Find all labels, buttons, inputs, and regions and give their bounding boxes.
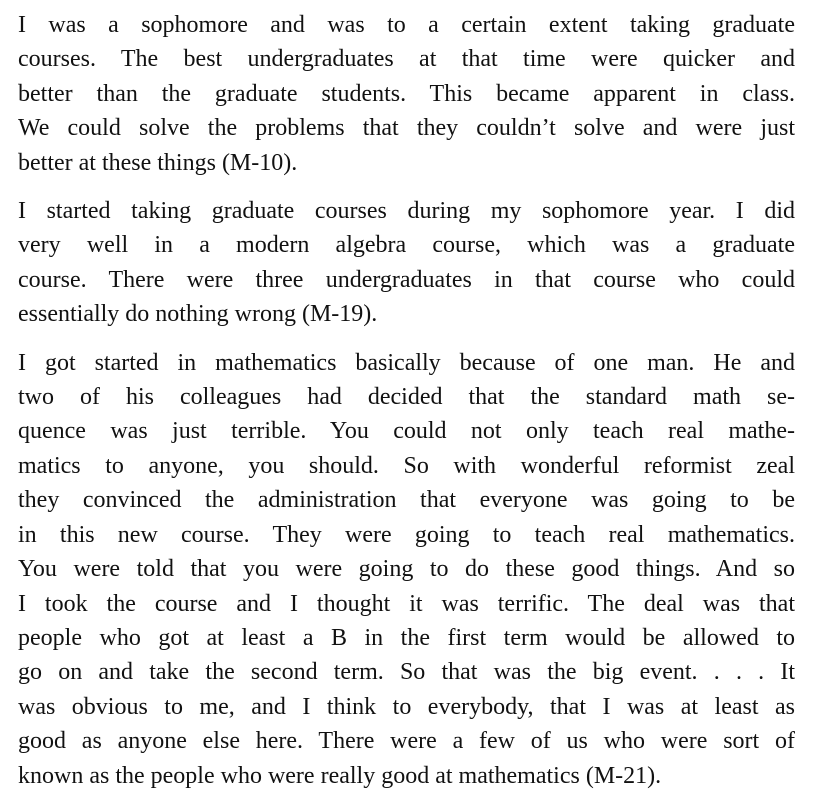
text-line: people who got at least a B in the first term would be allowed to [18,624,795,651]
text-line: in this new course. They were going to teach real mathematics. [18,521,795,548]
text-line: very well in a modern algebra course, which was a graduate [18,232,795,259]
text-line: was obvious to me, and I think to everybody, that I was at least as [18,693,795,720]
text-line: go on and take the second term. So that was the big event. . . . It [18,659,795,686]
text-line: matics to anyone, you should. So with wonderful reformist zeal [18,452,795,479]
text-line: quence was just terrible. You could not only teach real mathe- [18,418,795,445]
text-line: courses. The best undergraduates at that time were quicker and [18,46,795,73]
paragraph-1 [18,8,795,180]
paragraph-3 [18,346,795,793]
text-line: essentially do nothing wrong (M-19). [18,301,378,328]
text-line: You were told that you were going to do these good things. And so [18,556,795,583]
text-line: good as anyone else here. There were a few of us who were sort of [18,728,795,755]
text-line: We could solve the problems that they couldn’t solve and were just [18,115,795,142]
text-line: I got started in mathematics basically because of one man. He and [18,349,795,376]
text-line: I started taking graduate courses during my sophomore year. I did [18,198,795,225]
text-line: better than the graduate students. This became apparent in class. [18,80,795,107]
text-line: known as the people who were really good at mathematics (M-21). [18,762,662,789]
text-line: they convinced the administration that everyone was going to be [18,487,795,514]
paragraph-2 [18,194,795,332]
text-line: two of his colleagues had decided that the standard math se- [18,384,795,411]
text-line: I was a sophomore and was to a certain extent taking graduate [18,12,795,38]
text-line: I took the course and I thought it was terrific. The deal was that [18,590,795,617]
text-line: better at these things (M-10). [18,149,298,176]
text-line: course. There were three undergraduates in that course who could [18,266,795,293]
